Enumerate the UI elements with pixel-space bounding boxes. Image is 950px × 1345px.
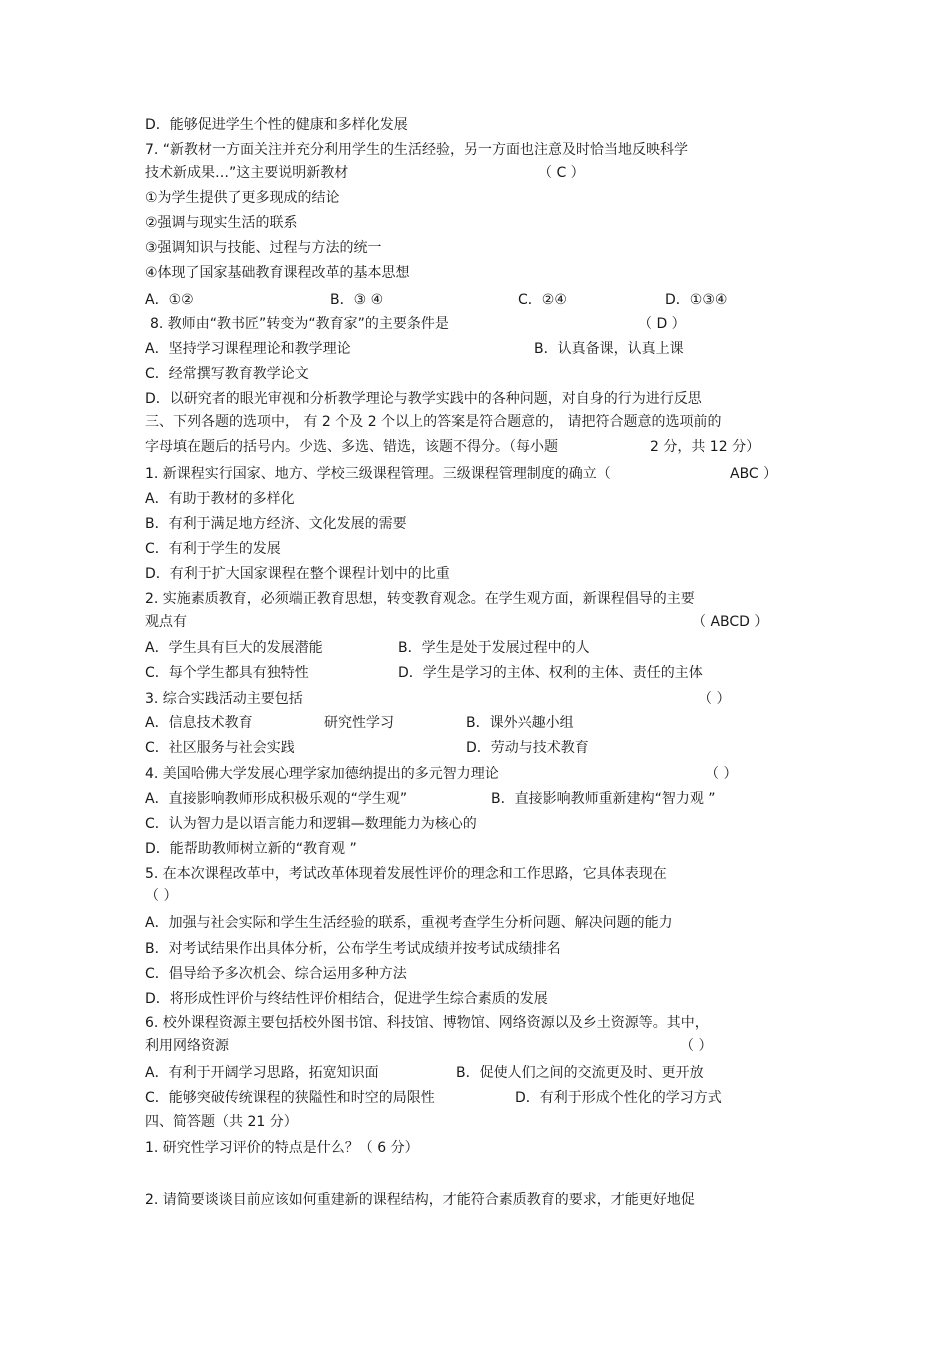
text-line: C．有利于学生的发展 <box>145 541 281 557</box>
text-line: ③强调知识与技能、过程与方法的统一 <box>145 240 382 256</box>
text-line: ④体现了国家基础教育课程改革的基本思想 <box>145 265 410 281</box>
text-line: 8. 教师由“教书匠”转变为“教育家”的主要条件是 <box>150 316 449 332</box>
text-line: 字母填在题后的括号内。少选、多选、错选，该题不得分。（每小题 <box>145 439 558 455</box>
answer-bracket: （ ） <box>680 1038 713 1054</box>
option-text: A．①② <box>145 292 194 308</box>
option-text: A．学生具有巨大的发展潜能 <box>145 640 323 656</box>
text-line: D．有利于扩大国家课程在整个课程计划中的比重 <box>145 566 450 582</box>
text-line: ②强调与现实生活的联系 <box>145 215 298 231</box>
answer-bracket: （ ABCD ） <box>692 614 769 630</box>
option-text: A．信息技术教育 <box>145 715 253 731</box>
text-line: 观点有 <box>145 614 187 630</box>
option-text: B．直接影响教师重新建构“智力观 ” <box>491 791 716 807</box>
option-text: A．坚持学习课程理论和教学理论 <box>145 341 351 357</box>
option-text: A．直接影响教师形成积极乐观的“学生观” <box>145 791 408 807</box>
option-text: B．学生是处于发展过程中的人 <box>398 640 590 656</box>
text-line: A．有助于教材的多样化 <box>145 491 295 507</box>
text-line: 1. 研究性学习评价的特点是什么？（ 6 分） <box>145 1140 419 1156</box>
option-text: D．学生是学习的主体、权利的主体、责任的主体 <box>398 665 703 681</box>
text-line: 三、下列各题的选项中， 有 2 个及 2 个以上的答案是符合题意的， 请把符合题意的选项前的 <box>145 414 722 430</box>
option-text: D．①③④ <box>665 292 728 308</box>
text-line: A．加强与社会实际和学生生活经验的联系，重视考查学生分析问题、解决问题的能力 <box>145 915 673 931</box>
option-text: B．认真备课，认真上课 <box>534 341 684 357</box>
option-text: 研究性学习 <box>324 715 394 731</box>
text-line: （ ） <box>145 888 178 904</box>
text-line: 利用网络资源 <box>145 1038 229 1054</box>
option-text: A．有利于开阔学习思路，拓宽知识面 <box>145 1065 379 1081</box>
text-line: C．认为智力是以语言能力和逻辑—数理能力为核心的 <box>145 816 477 832</box>
option-text: D．有利于形成个性化的学习方式 <box>515 1090 722 1106</box>
option-text: D．劳动与技术教育 <box>466 740 589 756</box>
text-line: 5. 在本次课程改革中，考试改革体现着发展性评价的理念和工作思路，它具体表现在 <box>145 866 667 882</box>
option-text: C．每个学生都具有独特性 <box>145 665 309 681</box>
text-line: C．倡导给予多次机会、综合运用多种方法 <box>145 966 407 982</box>
text-line: D．能够促进学生个性的健康和多样化发展 <box>145 117 408 133</box>
text-line: D．将形成性评价与终结性评价相结合，促进学生综合素质的发展 <box>145 991 548 1007</box>
text-line: 四、简答题（共 21 分） <box>145 1114 298 1130</box>
option-text: B．促使人们之间的交流更及时、更开放 <box>456 1065 704 1081</box>
text-line: C．经常撰写教育教学论文 <box>145 366 309 382</box>
option-text: C．社区服务与社会实践 <box>145 740 295 756</box>
option-text: B．③ ④ <box>330 292 384 308</box>
text-line: 7. “新教材一方面关注并充分利用学生的生活经验，另一方面也注意及时恰当地反映科学 <box>145 142 689 158</box>
option-text: C．②④ <box>518 292 567 308</box>
text-line: B．对考试结果作出具体分析，公布学生考试成绩并按考试成绩排名 <box>145 941 561 957</box>
answer-bracket: ABC ） <box>730 466 778 482</box>
text-line: 技术新成果…”这主要说明新教材 <box>145 165 349 181</box>
text-line: 2. 请简要谈谈目前应该如何重建新的课程结构，才能符合素质教育的要求，才能更好地促 <box>145 1192 695 1208</box>
text-line: D．以研究者的眼光审视和分析教学理论与教学实践中的各种问题，对自身的行为进行反思 <box>145 391 702 407</box>
option-text: C．能够突破传统课程的狭隘性和时空的局限性 <box>145 1090 435 1106</box>
text-line: D．能帮助教师树立新的“教育观 ” <box>145 841 357 857</box>
answer-bracket: （ ） <box>698 691 731 707</box>
option-text: B．课外兴趣小组 <box>466 715 574 731</box>
text-line: 2. 实施素质教育，必须端正教育思想，转变教育观念。在学生观方面，新课程倡导的主要 <box>145 591 695 607</box>
text-line: 1. 新课程实行国家、地方、学校三级课程管理。三级课程管理制度的确立（ <box>145 466 611 482</box>
text-line: B．有利于满足地方经济、文化发展的需要 <box>145 516 407 532</box>
text-line: 6. 校外课程资源主要包括校外图书馆、科技馆、博物馆、网络资源以及乡土资源等。其中， <box>145 1015 709 1031</box>
answer-bracket: （ D ） <box>638 316 686 332</box>
answer-bracket: （ C ） <box>538 165 585 181</box>
text-line: 4. 美国哈佛大学发展心理学家加德纳提出的多元智力理论 <box>145 766 499 782</box>
text-line: 3. 综合实践活动主要包括 <box>145 691 303 707</box>
answer-bracket: 2 分，共 12 分） <box>650 439 761 455</box>
text-line: ①为学生提供了更多现成的结论 <box>145 190 340 206</box>
answer-bracket: （ ） <box>705 766 738 782</box>
